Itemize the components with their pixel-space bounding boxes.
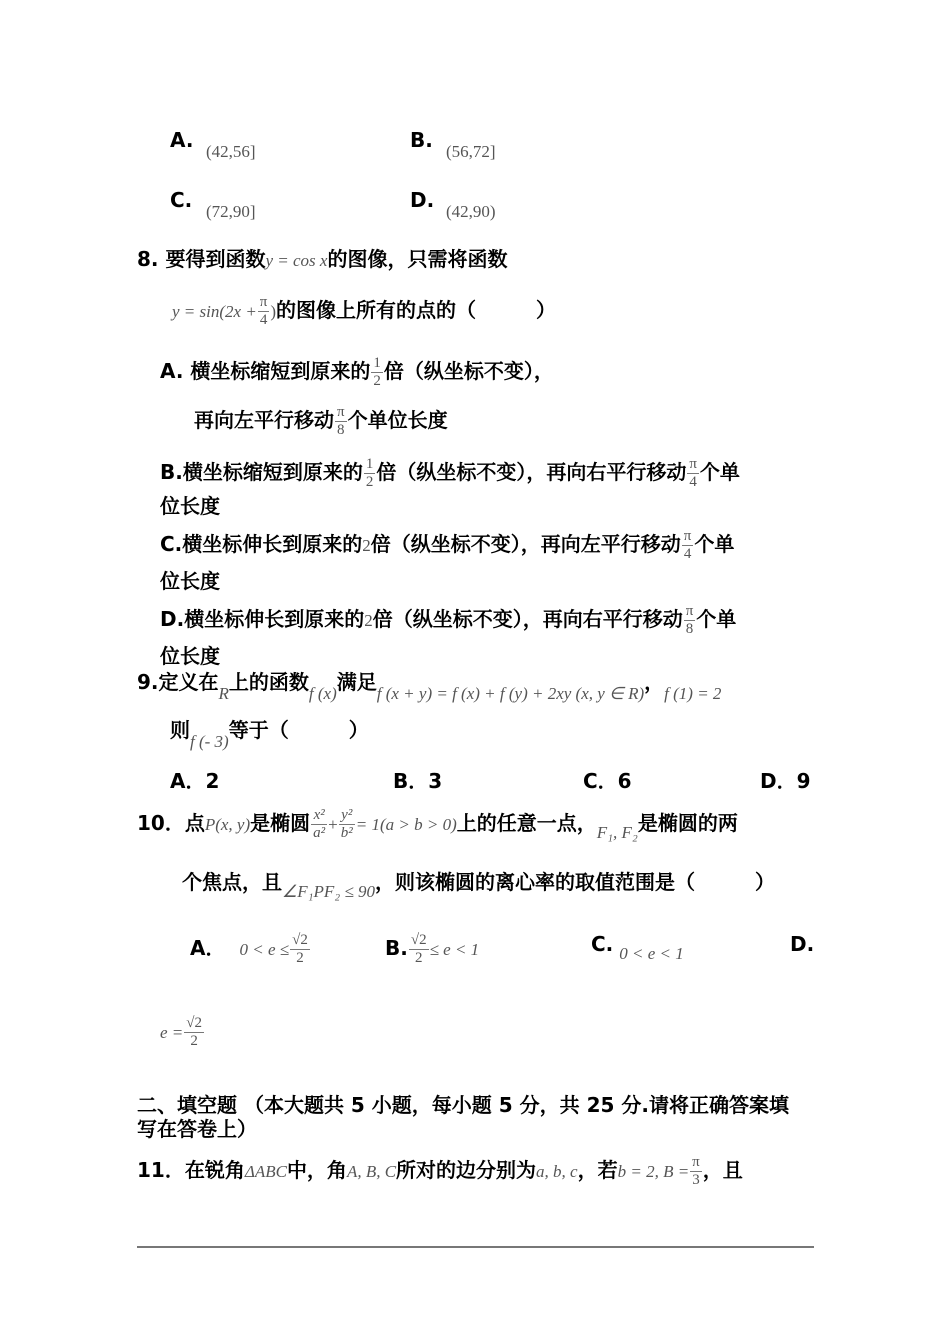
q8-option-a-fraction: $\frac{1}{2}$ bbox=[373, 355, 381, 389]
q7-option-b-label: B. bbox=[410, 128, 433, 152]
section-2-heading-line1: 二、填空题 （本大题共 5 小题，每小题 5 分，共 25 分.请将正确答案填 bbox=[137, 1093, 790, 1117]
q8-option-c-line2: 位长度 bbox=[160, 569, 220, 593]
q10-stem-line2: 个焦点，且$_{\angle F_1PF_2 \le 90}$，则该椭圆的离心率的取值范围是（ ） bbox=[182, 870, 776, 901]
q10-option-d-fraction: $\frac{√2}{2}$ bbox=[186, 1015, 203, 1049]
q8-option-b-line1: B.横坐标缩短到原来的 $\frac{1}{2}$ 倍（纵坐标不变），再向右平行移动 $\frac{\pi}{4}$ 个单 bbox=[160, 456, 740, 490]
q8-option-c-line1: C.横坐标伸长到原来的2倍（纵坐标不变），再向左平行移动 $\frac{\pi}{4}$ 个单 bbox=[160, 528, 735, 562]
q10-angle-condition: ∠F₁PF₂ ≤ 90 bbox=[282, 882, 376, 901]
q10-option-d-value: e = $\frac{√2}{2}$ bbox=[160, 1015, 203, 1049]
q9-option-b: B．3 bbox=[393, 769, 443, 793]
q10-option-c: C. $_{0 < e < 1}$ bbox=[591, 932, 684, 963]
q8-formula-cos: y = cos x bbox=[265, 251, 328, 270]
q8-option-a-line2: 再向左平行移动 $\frac{\pi}{8}$ 个单位长度 bbox=[194, 404, 448, 438]
q8-option-d-line1: D.横坐标伸长到原来的2倍（纵坐标不变），再向右平行移动 $\frac{\pi}{8}$ 个单 bbox=[160, 603, 737, 637]
q7-option-d-value: (42,90) bbox=[446, 202, 496, 221]
q9-functional-equation: f (x + y) = f (x) + f (y) + 2xy (x, y ∈ R) bbox=[376, 684, 645, 703]
q9-stem-line1: 9.定义在$_R$上的函数$_{f (x)}$满足$_{f (x + y) = f (x) + f (y) + 2xy (x, y \in R)}$，$_{f (1) = 2}$ bbox=[137, 670, 722, 703]
q9-option-d: D．9 bbox=[760, 769, 811, 793]
q10-fraction-y2-b2: $\frac{\text{y²}}{\text{b²}}$ bbox=[340, 807, 353, 841]
q7-option-b-value: (56,72] bbox=[446, 142, 496, 161]
q11-fraction-pi-3: $\frac{\pi}{3}$ bbox=[692, 1154, 700, 1188]
q8-option-a-line1: A. 横坐标缩短到原来的 $\frac{1}{2}$ 倍（纵坐标不变）， bbox=[160, 355, 554, 389]
q8-option-a-fraction-pi-8: $\frac{\pi}{8}$ bbox=[337, 404, 345, 438]
q8-stem-line2: y = sin(2x + $\frac{\pi}{4}$ )的图像上所有的点的（ ） bbox=[172, 294, 557, 328]
q9-stem-line2: 则$_{f (- 3)}$等于（ ） bbox=[170, 718, 369, 751]
q10-option-a-fraction: $\frac{√2}{2}$ bbox=[292, 932, 308, 966]
q10-option-b: B. $\frac{√2}{2}$ ≤ e < 1 bbox=[385, 932, 480, 966]
q9-option-a: A．2 bbox=[170, 769, 220, 793]
section-2-heading-line2: 写在答卷上） bbox=[137, 1117, 257, 1141]
q9-option-c: C．6 bbox=[583, 769, 632, 793]
q10-option-b-fraction: $\frac{√2}{2}$ bbox=[410, 932, 427, 966]
q7-option-d-label: D. bbox=[410, 188, 435, 212]
q10-option-d-label: D. bbox=[790, 932, 815, 956]
q7-option-a-value: (42,56] bbox=[206, 142, 256, 161]
q8-option-d-fraction-pi-8: $\frac{\pi}{8}$ bbox=[685, 603, 694, 637]
q7-option-a-label: A. bbox=[170, 128, 194, 152]
q8-option-b-fraction: $\frac{1}{2}$ bbox=[365, 456, 374, 490]
q8-stem-line1: 8. 要得到函数y = cos x的图像，只需将函数 bbox=[137, 247, 508, 271]
q8-option-c-fraction-pi-4: $\frac{\pi}{4}$ bbox=[683, 528, 692, 562]
q8-option-b-fraction-pi-4: $\frac{\pi}{4}$ bbox=[689, 456, 697, 490]
q10-stem-line1: 10．点P(x, y)是椭圆 $\frac{\text{x²}}{\text{a²}}$ + $\frac{\text{y²}}{\text{b²}}$ = 1(a > b > 0)上的任意一点，$_{F_1, F_2}$是椭圆的两 bbox=[137, 807, 738, 842]
footer-divider bbox=[137, 1246, 814, 1248]
q8-option-d-line2: 位长度 bbox=[160, 644, 220, 668]
q11-stem-line1: 11．在锐角ΔABC中，角A, B, C所对的边分别为a, b, c，若b = 2, B = $\frac{\pi}{3}$ ，且 bbox=[137, 1154, 743, 1188]
q10-fraction-x2-a2: $\frac{\text{x²}}{\text{a²}}$ bbox=[313, 807, 326, 841]
q8-fraction-pi-4: $\frac{\pi}{4}$ bbox=[259, 294, 268, 328]
q7-option-c-label: C. bbox=[170, 188, 193, 212]
q7-option-c-value: (72,90] bbox=[206, 202, 256, 221]
q10-option-a: A． 0 < e ≤ $\frac{√2}{2}$ bbox=[190, 932, 308, 966]
q8-option-b-line2: 位长度 bbox=[160, 494, 220, 518]
